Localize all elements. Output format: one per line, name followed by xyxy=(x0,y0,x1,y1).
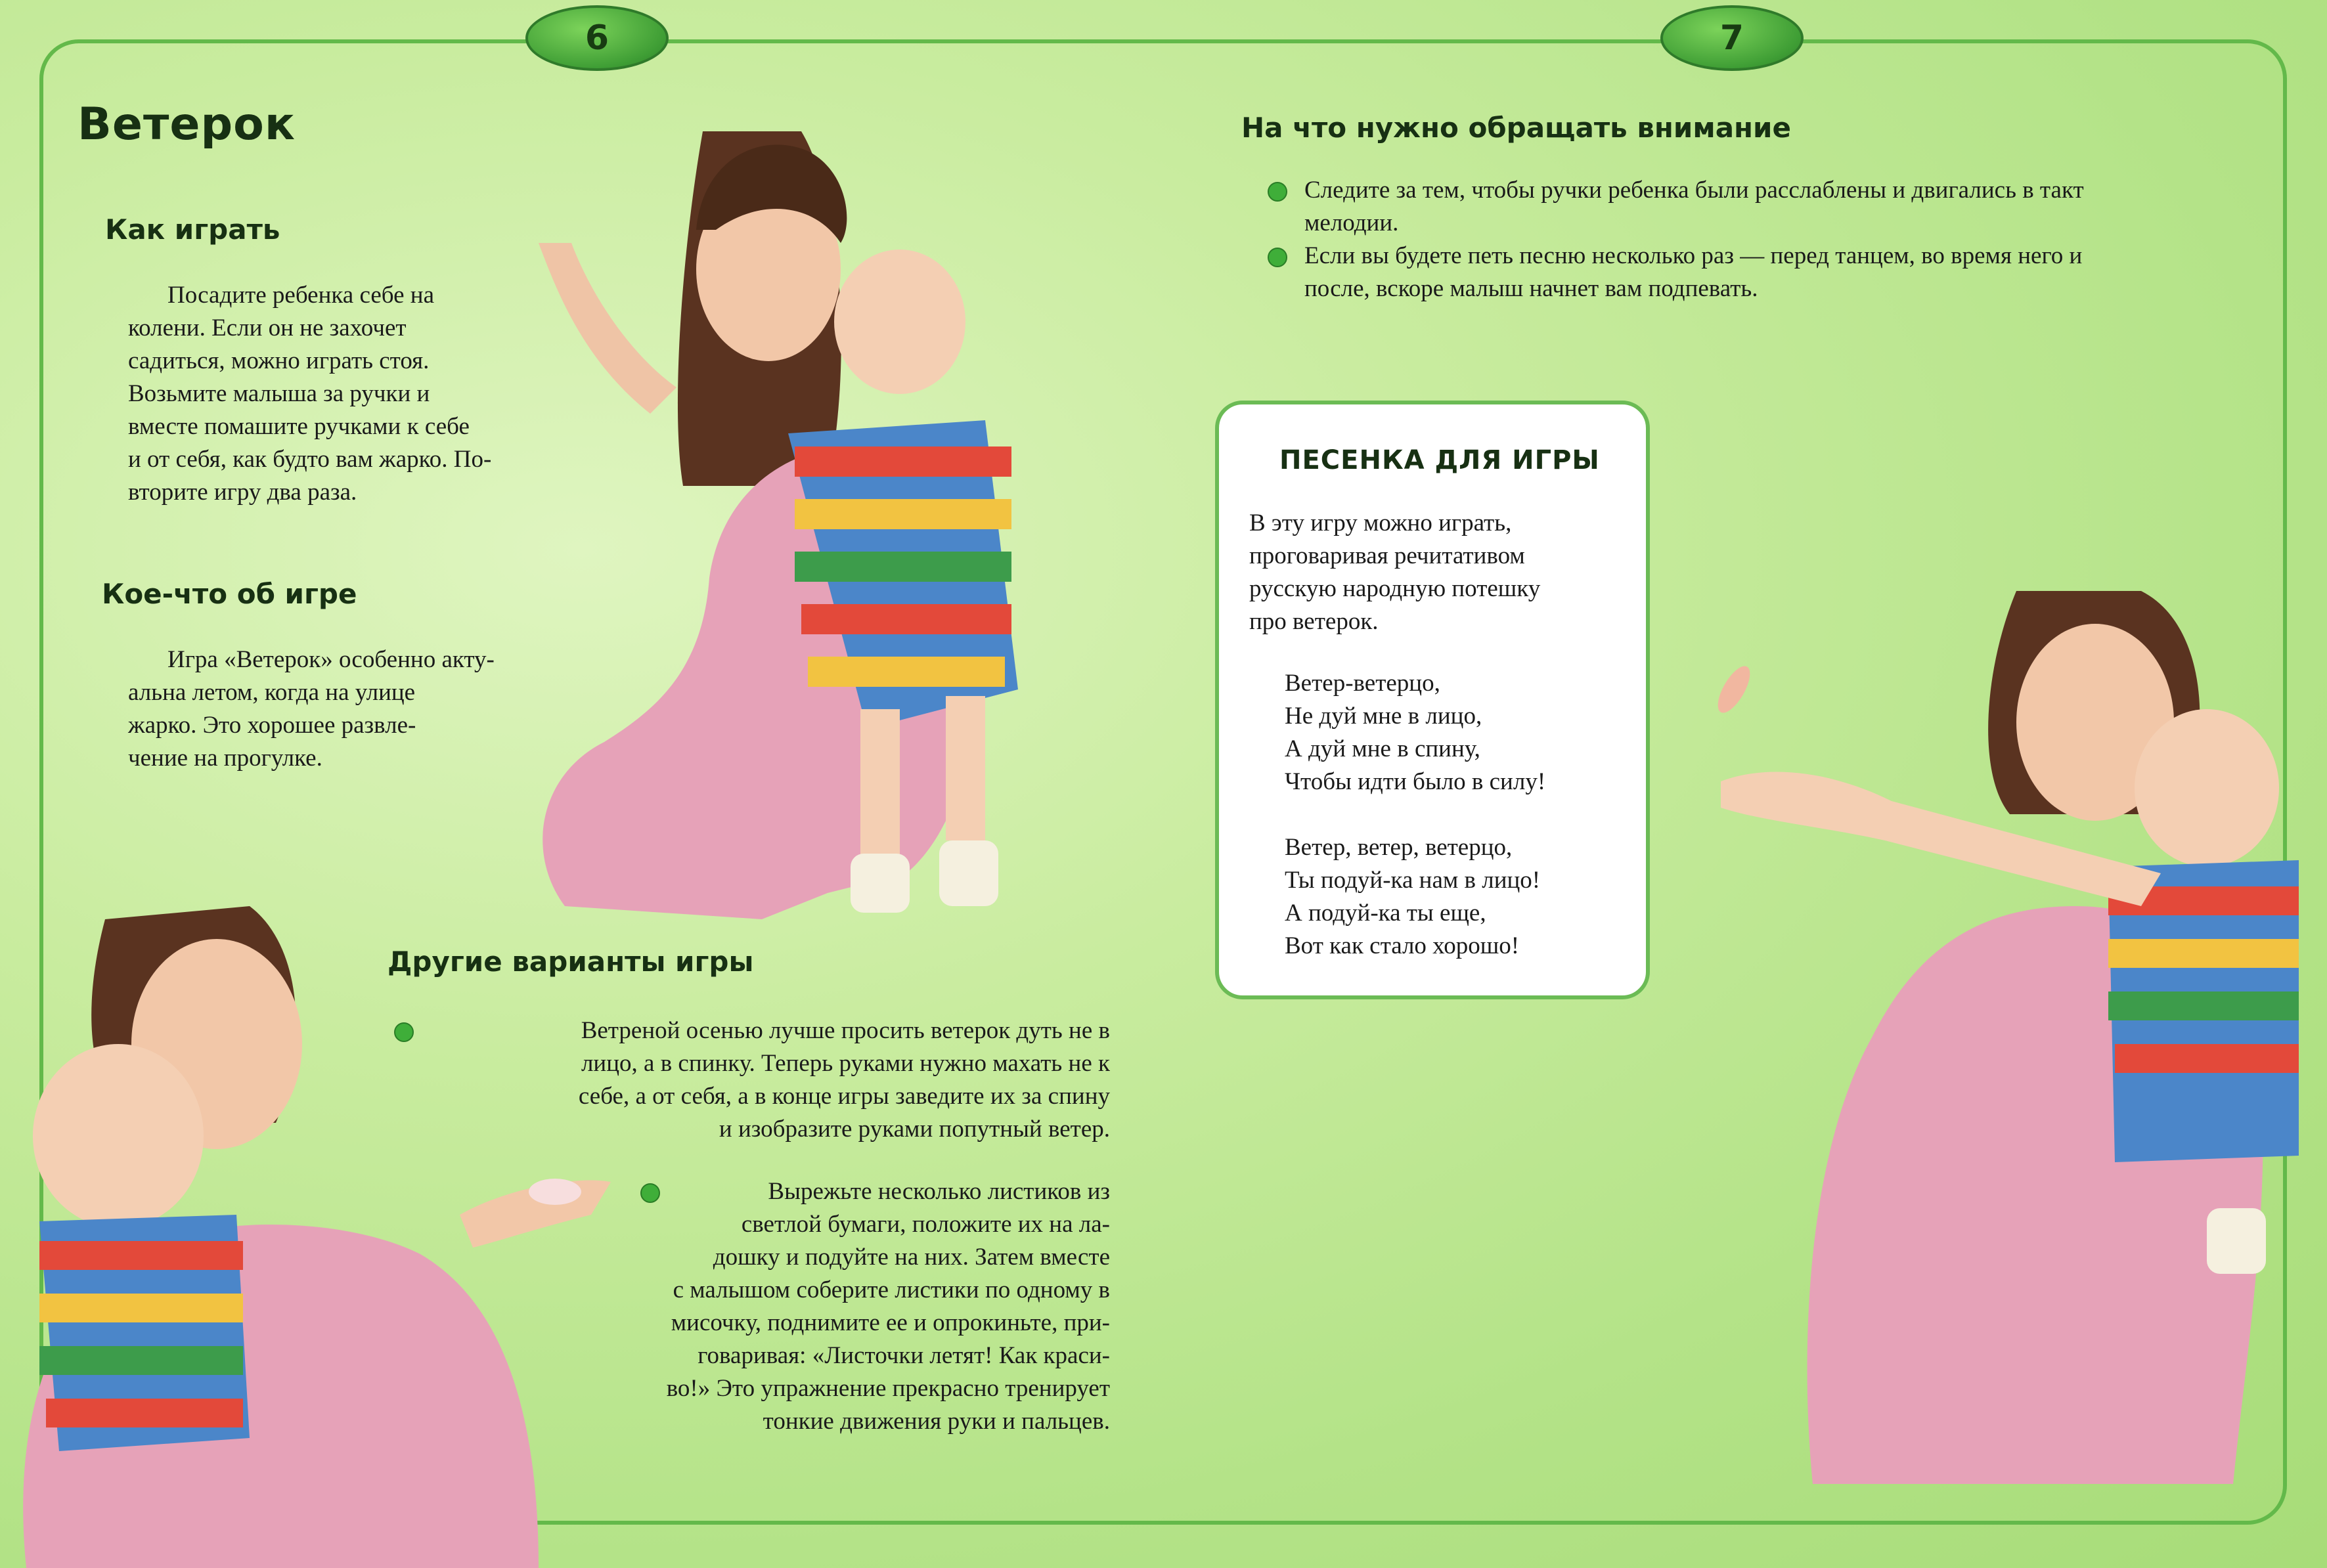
list-item xyxy=(394,1014,1110,1146)
heading-other-variants: Другие варианты игры xyxy=(388,946,754,978)
bullet-icon xyxy=(1268,248,1287,267)
song-intro: В эту игру можно играть, проговаривая речитативом русскую народную потешку про ветерок. xyxy=(1249,510,1541,635)
page-number-left: 6 xyxy=(525,5,669,71)
song-verse-1: Ветер-ветерцо, Не дуй мне в лицо, А дуй мне в спину, Чтобы идти было в силу! xyxy=(1285,670,1546,795)
song-box xyxy=(1215,401,1650,999)
how-to-play-text: Посадите ребенка себе на колени. Если он не захочет садиться, можно играть стоя. Возьмите малыша за ручки и вместе помашите ручками к себе и от себя, как будто вам жарко. По- вторите игру два раза. xyxy=(128,282,492,506)
list-item xyxy=(1268,240,2253,305)
attention-item-text: Если вы будете петь песню несколько раз — перед танцем, во время него и после, вскоре малыш начнет вам подпевать. xyxy=(1304,242,2083,302)
song-verse-2: Ветер, ветер, ветерцо, Ты подуй-ка нам в лицо! А подуй-ка ты еще, Вот как стало хорошо! xyxy=(1285,834,1541,959)
attention-item-text: Следите за тем, чтобы ручки ребенка были расслаблены и двигались в такт мелодии. xyxy=(1304,177,2084,236)
photo-mother-baby-waving xyxy=(1708,565,2299,1484)
page-number-right: 7 xyxy=(1660,5,1804,71)
song-title: ПЕСЕНКА ДЛЯ ИГРЫ xyxy=(1279,445,1600,475)
variant-item-text: Вырежьте несколько листиков из светлой бумаги, положите их на ла- дошку и подуйте на них. Затем вместе с малышом соберите листики по одному в мисочку, поднимите ее и опрокиньте, при- говаривая: «Листочки летят! Как краси- во!» Это упражнение прекрасно тренирует тонкие движения руки и пальцев. xyxy=(666,1178,1110,1435)
list-item xyxy=(1268,174,2253,240)
page-title: Ветерок xyxy=(78,98,296,150)
bullet-icon xyxy=(640,1183,660,1203)
list-item xyxy=(565,1175,1110,1438)
bullet-icon xyxy=(1268,182,1287,202)
about-game-text: Игра «Ветерок» особенно акту- альна летом, когда на улице жарко. Это хорошее развле- чение на прогулке. xyxy=(128,646,495,772)
photo-mother-baby-kneeling xyxy=(486,79,1117,932)
heading-about-game: Кое-что об игре xyxy=(102,578,357,610)
variant-item-text: Ветреной осенью лучше просить ветерок дуть не в лицо, а в спинку. Теперь руками нужно махать не к себе, а от себя, а в конце игры заведите их за спину и изобразите руками попутный ветер. xyxy=(578,1017,1110,1143)
bullet-icon xyxy=(394,1022,414,1042)
heading-how-to-play: Как играть xyxy=(105,213,280,246)
heading-attention: На что нужно обращать внимание xyxy=(1241,112,1791,144)
